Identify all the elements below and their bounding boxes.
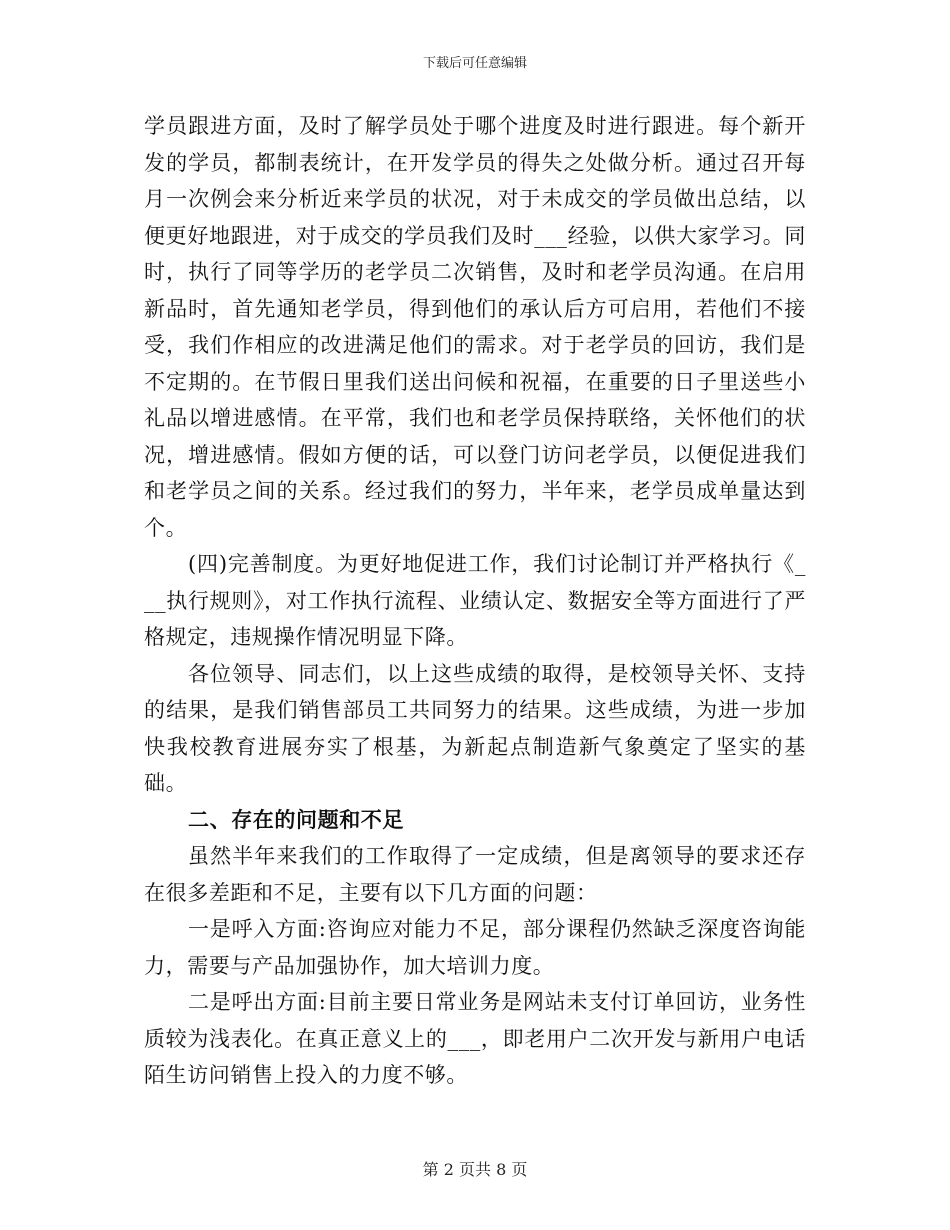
page-number: 第 2 页共 8 页 xyxy=(422,1160,528,1179)
paragraph-achievements: 各位领导、同志们，以上这些成绩的取得，是校领导关怀、支持的结果，是我们销售部员工共同努力的结果。这些成绩，为进一步加快我校教育进展夯实了根基，为新起点制造新气象奠定了坚实的基础。 xyxy=(144,661,806,795)
paragraph-problems-intro: 虽然半年来我们的工作取得了一定成绩，但是离领导的要求还存在很多差距和不足，主要有以下几方面的问题： xyxy=(144,844,806,905)
paragraph-improve-system: (四)完善制度。为更好地促进工作，我们讨论制订并严格执行《___执行规则》，对工作执行流程、业绩认定、数据安全等方面进行了严格规定，违规操作情况明显下降。 xyxy=(144,552,806,649)
document-body xyxy=(144,108,806,1094)
paragraph-outbound-issues: 二是呼出方面:目前主要日常业务是网站未支付订单回访，业务性质较为浅表化。在真正意义上的___，即老用户二次开发与新用户电话陌生访问销售上投入的力度不够。 xyxy=(144,990,806,1087)
section-heading-problems: 二、存在的问题和不足 xyxy=(188,807,404,832)
paragraph-inbound-issues: 一是呼入方面:咨询应对能力不足，部分课程仍然缺乏深度咨询能力，需要与产品加强协作，加大培训力度。 xyxy=(144,917,806,978)
page-header: 下载后可任意编辑 xyxy=(422,56,527,71)
paragraph-student-followup: 学员跟进方面，及时了解学员处于哪个进度及时进行跟进。每个新开发的学员，都制表统计，在开发学员的得失之处做分析。通过召开每月一次例会来分析近来学员的状况，对于未成交的学员做出总结，以便更好地跟进，对于成交的学员我们及时___经验，以供大家学习。同时，执行了同等学历的老学员二次销售，及时和老学员沟通。在启用新品时，首先通知老学员，得到他们的承认后方可启用，若他们不接受，我们作相应的改进满足他们的需求。对于老学员的回访，我们是不定期的。在节假日里我们送出问候和祝福，在重要的日子里送些小礼品以增进感情。在平常，我们也和老学员保持联络，关怀他们的状况，增进感情。假如方便的话，可以登门访问老学员，以便促进我们和老学员之间的关系。经过我们的努力，半年来，老学员成单量达到个。 xyxy=(144,114,806,540)
